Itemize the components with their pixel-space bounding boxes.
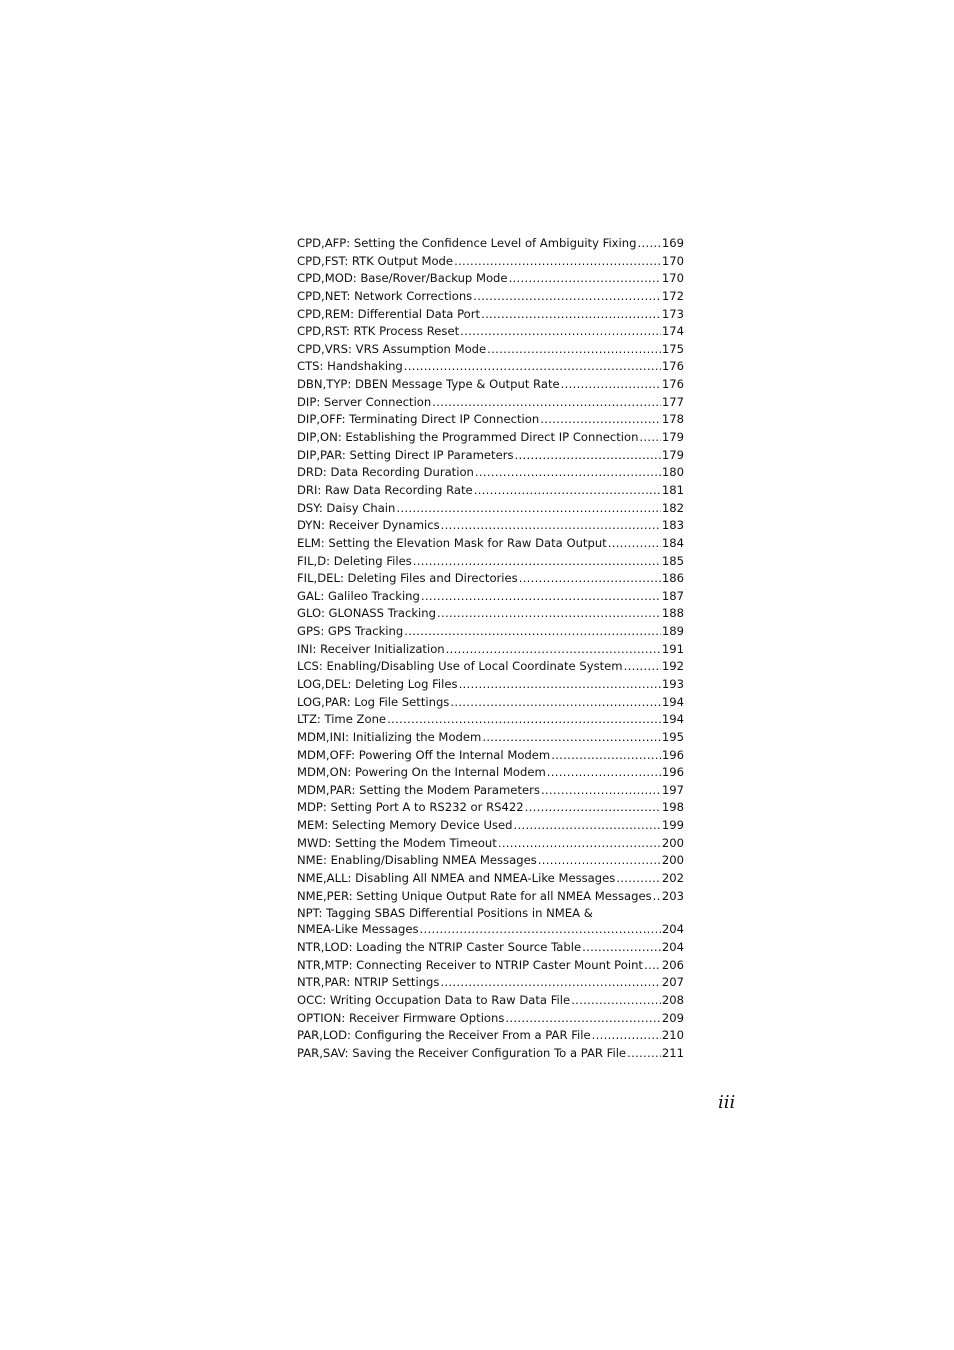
toc-entry-title: MWD: Setting the Modem Timeout: [297, 835, 497, 850]
dot-leader: [509, 270, 661, 288]
toc-entry-page: 179: [661, 430, 684, 445]
toc-entry-page: 192: [661, 659, 684, 674]
toc-entry-title: DIP: Server Connection: [297, 394, 432, 409]
dot-leader: [639, 429, 660, 447]
toc-entry-page: 182: [661, 500, 684, 515]
table-of-contents: [297, 235, 684, 1062]
toc-entry-page: 199: [661, 818, 684, 833]
toc-entry-title: CPD,AFP: Setting the Confidence Level of Ambiguity Fixing: [297, 235, 637, 250]
toc-entry-title: OCC: Writing Occupation Data to Raw Data File: [297, 992, 571, 1007]
dot-leader: [582, 939, 661, 957]
dot-leader: [540, 411, 661, 429]
toc-entry-page: 195: [661, 729, 684, 744]
toc-entry-page: 198: [661, 800, 684, 815]
dot-leader: [446, 641, 661, 659]
toc-entry-title: DIP,OFF: Terminating Direct IP Connection: [297, 412, 540, 427]
toc-entry-title: CPD,REM: Differential Data Port: [297, 306, 481, 321]
toc-entry-page: 172: [661, 288, 684, 303]
dot-leader: [432, 394, 661, 412]
toc-entry-page: 184: [661, 535, 684, 550]
toc-entry[interactable]: [297, 517, 684, 535]
toc-entry-title: CPD,VRS: VRS Assumption Mode: [297, 341, 487, 356]
toc-entry-title: MDP: Setting Port A to RS232 or RS422: [297, 800, 524, 815]
toc-entry-page: 177: [661, 394, 684, 409]
toc-entry[interactable]: [297, 870, 684, 888]
toc-entry[interactable]: [297, 306, 684, 324]
toc-entry-page: 186: [661, 571, 684, 586]
toc-entry-title: LOG,PAR: Log File Settings: [297, 694, 450, 709]
dot-leader: [505, 1010, 660, 1028]
dot-leader: [561, 376, 661, 394]
toc-entry-title: NTR,MTP: Connecting Receiver to NTRIP Caster Mount Point: [297, 957, 643, 972]
toc-entry-title: DBN,TYP: DBEN Message Type & Output Rate: [297, 377, 560, 392]
toc-entry-page: 200: [661, 835, 684, 850]
dot-leader: [387, 711, 661, 729]
toc-entry-title: DIP,PAR: Setting Direct IP Parameters: [297, 447, 514, 462]
toc-entry[interactable]: [297, 782, 684, 800]
toc-entry-title: MDM,OFF: Powering Off the Internal Modem: [297, 747, 551, 762]
dot-leader: [437, 605, 661, 623]
toc-entry-page: 176: [661, 359, 684, 374]
dot-leader: [547, 764, 661, 782]
toc-entry[interactable]: [297, 694, 684, 712]
dot-leader: [592, 1027, 661, 1045]
toc-entry-title: GPS: GPS Tracking: [297, 624, 404, 639]
toc-entry-page: 178: [661, 412, 684, 427]
toc-entry[interactable]: [297, 376, 684, 394]
dot-leader: [482, 729, 661, 747]
toc-entry-title: NME: Enabling/Disabling NMEA Messages: [297, 853, 537, 868]
toc-entry[interactable]: [297, 888, 684, 906]
toc-entry-page: 194: [661, 712, 684, 727]
toc-entry[interactable]: [297, 711, 684, 729]
toc-entry[interactable]: [297, 270, 684, 288]
dot-leader: [487, 341, 661, 359]
toc-entry-page: 183: [661, 518, 684, 533]
dot-leader: [440, 974, 660, 992]
dot-leader: [538, 852, 661, 870]
toc-entry[interactable]: [297, 905, 684, 939]
dot-leader: [653, 888, 661, 906]
toc-entry-title: DRI: Raw Data Recording Rate: [297, 482, 473, 497]
dot-leader: [608, 535, 661, 553]
toc-entry[interactable]: [297, 535, 684, 553]
dot-leader: [454, 253, 661, 271]
toc-entry-page: 204: [661, 939, 684, 954]
dot-leader: [459, 676, 661, 694]
dot-leader: [404, 358, 661, 376]
toc-entry-title: LCS: Enabling/Disabling Use of Local Coordinate System: [297, 659, 623, 674]
toc-entry-page: 191: [661, 641, 684, 656]
toc-entry[interactable]: [297, 588, 684, 606]
toc-entry-page: 207: [661, 975, 684, 990]
toc-entry[interactable]: [297, 764, 684, 782]
toc-entry-page: 206: [661, 957, 684, 972]
toc-entry-title: DRD: Data Recording Duration: [297, 465, 474, 480]
toc-entry[interactable]: [297, 747, 684, 765]
dot-leader: [421, 588, 661, 606]
toc-entry-title: LOG,DEL: Deleting Log Files: [297, 677, 458, 691]
toc-entry-title: ELM: Setting the Elevation Mask for Raw Data Output: [297, 535, 607, 550]
toc-entry[interactable]: [297, 957, 684, 975]
toc-entry-page: 210: [661, 1028, 684, 1043]
toc-entry-page: 174: [661, 324, 684, 339]
toc-entry-page: 176: [661, 377, 684, 392]
dot-leader: [460, 323, 661, 341]
toc-entry-title: GLO: GLONASS Tracking: [297, 606, 436, 621]
dot-leader: [450, 694, 661, 712]
toc-entry[interactable]: [297, 605, 684, 623]
toc-entry[interactable]: [297, 658, 684, 676]
toc-entry[interactable]: [297, 253, 684, 271]
toc-entry[interactable]: [297, 288, 684, 306]
toc-entry[interactable]: [297, 464, 684, 482]
toc-entry-title: PAR,LOD: Configuring the Receiver From a PAR File: [297, 1028, 591, 1043]
toc-entry-page: 194: [661, 694, 684, 709]
dot-leader: [474, 482, 661, 500]
toc-entry-page: 202: [661, 871, 684, 886]
dot-leader: [441, 517, 661, 535]
toc-entry-title: NTR,PAR: NTRIP Settings: [297, 975, 440, 990]
toc-entry-title: FIL,DEL: Deleting Files and Directories: [297, 571, 518, 586]
toc-entry[interactable]: [297, 553, 684, 571]
dot-leader: [525, 800, 661, 818]
toc-entry-page: 173: [661, 306, 684, 321]
toc-entry-page: 188: [661, 606, 684, 621]
toc-entry-title: DSY: Daisy Chain: [297, 500, 396, 515]
dot-leader: [413, 553, 661, 571]
toc-entry-page: 197: [661, 782, 684, 797]
toc-entry[interactable]: [297, 852, 684, 870]
dot-leader: [519, 570, 661, 588]
toc-entry[interactable]: [297, 482, 684, 500]
toc-entry[interactable]: [297, 800, 684, 818]
dot-leader: [616, 870, 661, 888]
toc-entry-page: 185: [661, 553, 684, 568]
dot-leader: [475, 464, 661, 482]
toc-entry[interactable]: [297, 1027, 684, 1045]
toc-entry-page: 204: [661, 922, 684, 937]
dot-leader: [420, 921, 661, 939]
toc-entry-page: 209: [661, 1010, 684, 1025]
toc-entry[interactable]: [297, 411, 684, 429]
toc-entry-title: LTZ: Time Zone: [297, 712, 387, 727]
toc-entry-title: CPD,NET: Network Corrections: [297, 288, 473, 303]
page-number: iii: [718, 1092, 736, 1113]
dot-leader: [571, 992, 661, 1010]
toc-entry-title: INI: Receiver Initialization: [297, 641, 445, 656]
toc-entry-page: 170: [661, 253, 684, 268]
toc-entry-title: MDM,PAR: Setting the Modem Parameters: [297, 782, 540, 797]
toc-entry-page: 181: [661, 482, 684, 497]
toc-entry-page: 196: [661, 765, 684, 780]
toc-entry-page: 180: [661, 465, 684, 480]
dot-leader: [473, 288, 661, 306]
toc-list: [297, 235, 684, 905]
toc-entry[interactable]: [297, 394, 684, 412]
dot-leader: [644, 957, 661, 975]
toc-entry-title: CTS: Handshaking: [297, 359, 403, 374]
toc-entry-title: DIP,ON: Establishing the Programmed Direct IP Connection: [297, 430, 639, 445]
toc-list: [297, 939, 684, 1062]
dot-leader: [498, 835, 661, 853]
toc-entry-page: 170: [661, 271, 684, 286]
dot-leader: [514, 817, 661, 835]
toc-entry-title: FIL,D: Deleting Files: [297, 553, 412, 568]
toc-entry[interactable]: [297, 817, 684, 835]
toc-entry[interactable]: [297, 500, 684, 518]
toc-entry-title: DYN: Receiver Dynamics: [297, 518, 440, 533]
toc-entry-title: OPTION: Receiver Firmware Options: [297, 1010, 505, 1025]
toc-entry[interactable]: [297, 641, 684, 659]
toc-entry[interactable]: [297, 235, 684, 253]
toc-entry[interactable]: [297, 974, 684, 992]
toc-entry[interactable]: [297, 676, 684, 694]
toc-entry-title: CPD,FST: RTK Output Mode: [297, 253, 454, 268]
toc-entry-title: NME,ALL: Disabling All NMEA and NMEA-Like Messages: [297, 871, 616, 886]
toc-entry-page: 200: [661, 853, 684, 868]
toc-entry[interactable]: [297, 835, 684, 853]
toc-entry[interactable]: [297, 447, 684, 465]
toc-entry[interactable]: [297, 623, 684, 641]
toc-entry-title: CPD,RST: RTK Process Reset: [297, 324, 460, 339]
toc-entry[interactable]: [297, 939, 684, 957]
toc-entry-title: PAR,SAV: Saving the Receiver Configuration To a PAR File: [297, 1045, 627, 1060]
toc-entry-page: 169: [661, 235, 684, 250]
dot-leader: [637, 235, 660, 253]
toc-entry[interactable]: [297, 1010, 684, 1028]
toc-entry-title: MDM,INI: Initializing the Modem: [297, 729, 482, 744]
toc-entry-page: 211: [661, 1045, 684, 1060]
toc-entry[interactable]: [297, 729, 684, 747]
toc-entry-page: 208: [661, 992, 684, 1007]
toc-entry-title: CPD,MOD: Base/Rover/Backup Mode: [297, 271, 508, 286]
dot-leader: [551, 747, 661, 765]
toc-entry[interactable]: [297, 570, 684, 588]
toc-entry[interactable]: [297, 1045, 684, 1063]
toc-entry-page: 187: [661, 588, 684, 603]
toc-entry-title: MDM,ON: Powering On the Internal Modem: [297, 765, 546, 780]
toc-entry-title-line2: NMEA-Like Messages: [297, 922, 419, 937]
dot-leader: [404, 623, 661, 641]
toc-entry[interactable]: [297, 992, 684, 1010]
toc-entry-page: 189: [661, 624, 684, 639]
toc-entry-page: 196: [661, 747, 684, 762]
toc-entry[interactable]: [297, 358, 684, 376]
dot-leader: [624, 658, 661, 676]
dot-leader: [541, 782, 661, 800]
toc-entry-title: NME,PER: Setting Unique Output Rate for all NMEA Messages: [297, 888, 652, 903]
toc-entry-title-line1: NPT: Tagging SBAS Differential Positions in NMEA &: [297, 906, 593, 921]
dot-leader: [515, 447, 661, 465]
dot-leader: [481, 306, 661, 324]
toc-entry-page: 203: [661, 888, 684, 903]
toc-entry[interactable]: [297, 429, 684, 447]
toc-entry-title: GAL: Galileo Tracking: [297, 588, 420, 603]
toc-entry-page: 193: [661, 677, 684, 691]
toc-entry[interactable]: [297, 323, 684, 341]
toc-entry-page: 179: [661, 447, 684, 462]
dot-leader: [396, 500, 660, 518]
toc-entry-title: MEM: Selecting Memory Device Used: [297, 818, 513, 833]
toc-entry-page: 175: [661, 341, 684, 356]
dot-leader: [627, 1045, 661, 1063]
toc-entry[interactable]: [297, 341, 684, 359]
toc-entry-title: NTR,LOD: Loading the NTRIP Caster Source Table: [297, 939, 582, 954]
